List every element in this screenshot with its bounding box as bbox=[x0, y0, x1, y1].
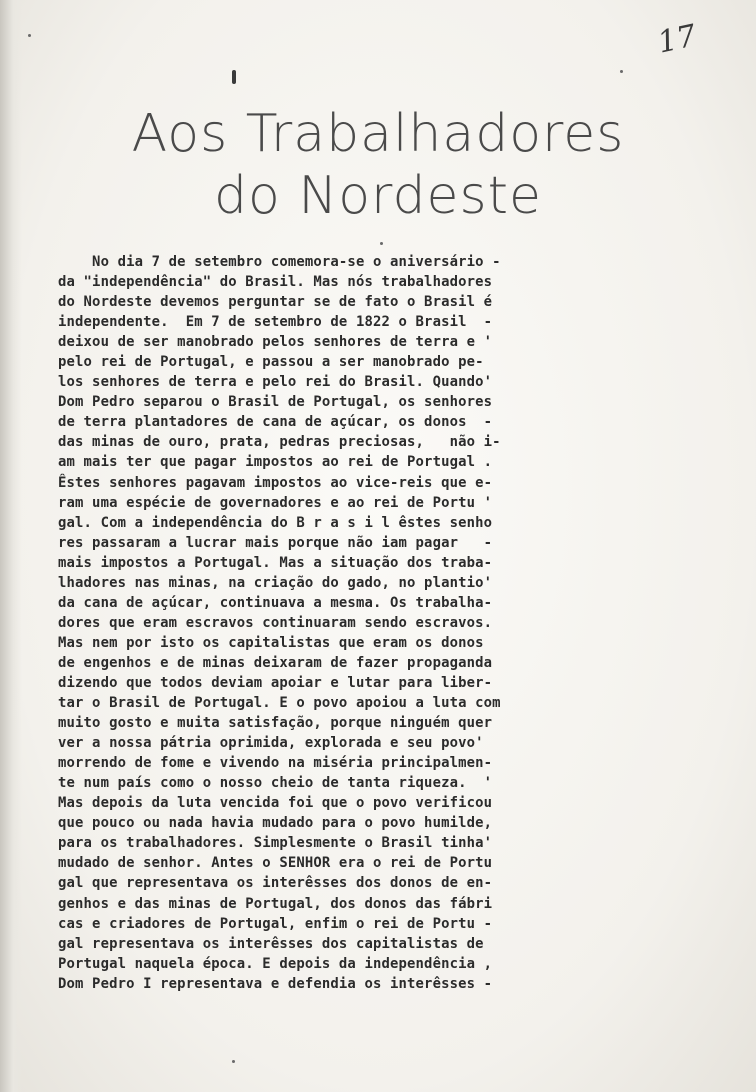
body-text-line: gal representava os interêsses dos capitalistas de bbox=[58, 935, 484, 952]
body-text-line: mais impostos a Portugal. Mas a situação dos traba- bbox=[58, 554, 493, 571]
body-text-line: genhos e das minas de Portugal, dos donos das fábri bbox=[58, 895, 493, 912]
body-text-line: Mas nem por isto os capitalistas que eram os donos bbox=[58, 634, 484, 651]
document-title-line-1: Aos Trabalhadores bbox=[131, 104, 625, 164]
ink-speck bbox=[28, 34, 31, 37]
body-text-line: da "independência" do Brasil. Mas nós trabalhadores bbox=[58, 274, 493, 291]
body-text-line: deixou de ser manobrado pelos senhores de terra e ' bbox=[58, 334, 493, 351]
body-text-line: lhadores nas minas, na criação do gado, no plantio' bbox=[58, 574, 493, 591]
body-text-line: morrendo de fome e vivendo na miséria principalmen- bbox=[58, 755, 493, 772]
body-text-line: de terra plantadores de cana de açúcar, os donos - bbox=[58, 414, 493, 431]
body-text-line: res passaram a lucrar mais porque não iam pagar - bbox=[58, 534, 493, 551]
body-text-line: independente. Em 7 de setembro de 1822 o Brasil - bbox=[58, 314, 493, 331]
body-text-line: ver a nossa pátria oprimida, explorada e seu povo' bbox=[58, 735, 484, 752]
body-text-line: gal. Com a independência do B r a s i l êstes senho bbox=[58, 514, 493, 531]
document-body bbox=[58, 252, 700, 994]
ink-speck bbox=[620, 70, 623, 73]
body-text-line: muito gosto e muita satisfação, porque ninguém quer bbox=[58, 715, 493, 732]
ink-speck bbox=[380, 242, 383, 245]
ink-mark bbox=[232, 70, 236, 84]
body-text-line: dores que eram escravos continuaram sendo escravos. bbox=[58, 614, 493, 631]
body-text-line: cas e criadores de Portugal, enfim o rei de Portu - bbox=[58, 915, 493, 932]
body-text-line: gal que representava os interêsses dos donos de en- bbox=[58, 875, 493, 892]
body-text-line: mudado de senhor. Antes o SENHOR era o rei de Portu bbox=[58, 855, 493, 872]
body-text-line: los senhores de terra e pelo rei do Brasil. Quando' bbox=[58, 374, 493, 391]
body-text-line: do Nordeste devemos perguntar se de fato o Brasil é bbox=[58, 294, 493, 311]
body-text-line: Dom Pedro separou o Brasil de Portugal, os senhores bbox=[58, 394, 493, 411]
body-text-line: Dom Pedro I representava e defendia os interêsses - bbox=[58, 975, 493, 992]
ink-speck bbox=[232, 1060, 235, 1063]
body-text-line: pelo rei de Portugal, e passou a ser manobrado pe- bbox=[58, 354, 484, 371]
body-text-line: dizendo que todos deviam apoiar e lutar para liber- bbox=[58, 674, 493, 691]
body-text-line: que pouco ou nada havia mudado para o povo humilde, bbox=[58, 815, 493, 832]
body-text-line: das minas de ouro, prata, pedras preciosas, não i- bbox=[58, 434, 501, 451]
body-text-line: te num país como o nosso cheio de tanta riqueza. ' bbox=[58, 775, 493, 792]
body-text-line: Portugal naquela época. E depois da independência , bbox=[58, 955, 493, 972]
document-title-line-2: do Nordeste bbox=[213, 166, 542, 226]
body-text-line: am mais ter que pagar impostos ao rei de Portugal . bbox=[58, 454, 493, 471]
body-text-line: de engenhos e de minas deixaram de fazer propaganda bbox=[58, 654, 493, 671]
body-text-line: Êstes senhores pagavam impostos ao vice-reis que e- bbox=[58, 474, 493, 491]
body-text-line: No dia 7 de setembro comemora-se o aniversário - bbox=[58, 254, 501, 270]
handwritten-page-number: 17 bbox=[654, 18, 700, 61]
body-text-line: ram uma espécie de governadores e ao rei de Portu ' bbox=[58, 494, 493, 511]
body-text-line: para os trabalhadores. Simplesmente o Brasil tinha' bbox=[58, 835, 493, 852]
body-text-line: Mas depois da luta vencida foi que o povo verificou bbox=[58, 795, 493, 812]
body-text-line: tar o Brasil de Portugal. E o povo apoiou a luta com bbox=[58, 695, 501, 712]
body-text-line: da cana de açúcar, continuava a mesma. Os trabalha- bbox=[58, 594, 493, 611]
